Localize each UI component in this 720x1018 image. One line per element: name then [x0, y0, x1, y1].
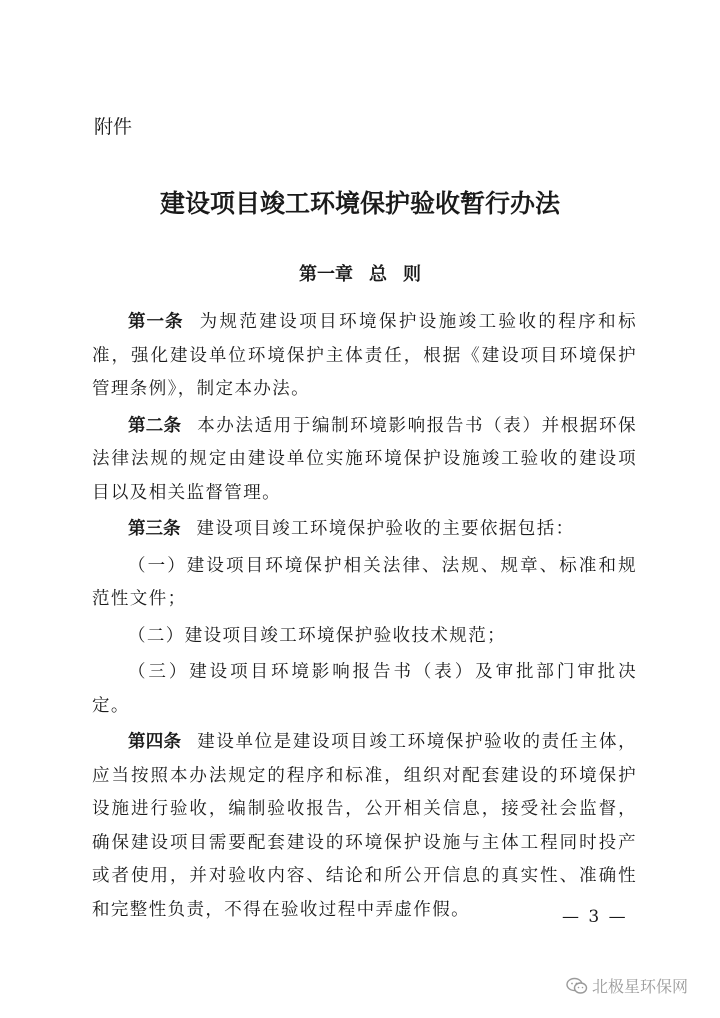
article-4-label: 第四条 [128, 732, 182, 752]
chapter-name-2: 则 [403, 264, 421, 285]
attachment-label: 附件 [94, 116, 133, 138]
watermark-text: 北极星环保网 [592, 977, 689, 996]
article-4-text: 建设单位是建设项目竣工环境保护验收的责任主体，应当按照本办法规定的程序和标准，组织对配套建设的环境保护设施进行验收，编制验收报告，公开相关信息，接受社会监督，确保建设项目需要配套建设的环境保护设施与主体工程同时投产或者使用，并对验收内容、结论和所公开信息的真实性、准确性和完整性负责，不得在验收过程中弄虚作假。 [92, 732, 638, 920]
article-1-text: 为规范建设项目环境保护设施竣工验收的程序和标准，强化建设单位环境保护主体责任，根据《建设项目环境保护管理条例》，制定本办法。 [92, 312, 637, 399]
document-title: 建设项目竣工环境保护验收暂行办法 [159, 189, 560, 218]
article-2-text: 本办法适用于编制环境影响报告书（表）并根据环保法律法规的规定由建设单位实施环境保护设施竣工验收的建设项目以及相关监督管理。 [92, 415, 638, 503]
article-2-label: 第二条 [128, 415, 182, 436]
wechat-icon [566, 977, 588, 995]
article-3-text: 建设项目竣工环境保护验收的主要依据包括： [196, 519, 575, 539]
article-3-item-1: （一）建设项目环境保护相关法律、法规、规章、标准和规范性文件； [92, 555, 637, 609]
article-4 [92, 726, 637, 927]
chapter-label: 第一章 [299, 264, 353, 285]
article-1-label: 第一条 [128, 312, 184, 332]
page-number: — 3 — [562, 907, 628, 927]
chapter-name: 总 [369, 264, 387, 285]
article-1 [92, 306, 637, 407]
watermark [566, 974, 688, 997]
article-3 [92, 513, 637, 547]
article-2 [92, 410, 637, 511]
document-body [92, 306, 637, 930]
article-3-label: 第三条 [128, 519, 181, 539]
chapter-heading [0, 260, 720, 286]
article-3-item-2: （二）建设项目竣工环境保护验收技术规范； [128, 625, 506, 646]
article-3-item-3: （三）建设项目环境影响报告书（表）及审批部门审批决定。 [92, 662, 637, 716]
